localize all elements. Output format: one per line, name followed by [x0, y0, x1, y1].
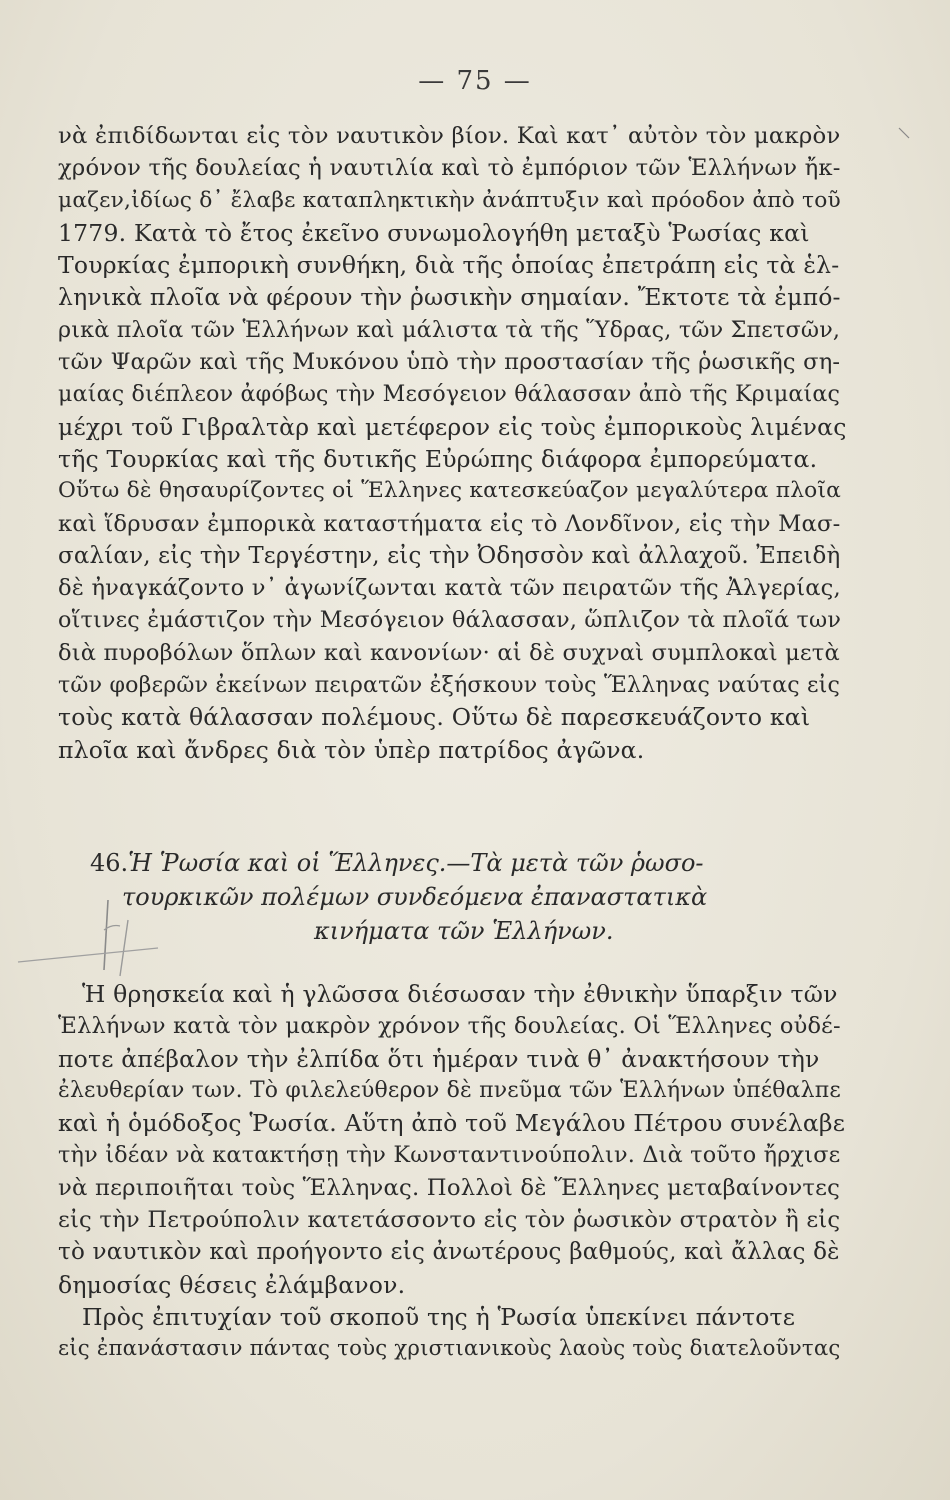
text-line: τοὺς κατὰ θάλασσαν πολέμους. Οὕτω δὲ παρεσκευάζοντο καὶ [58, 703, 811, 732]
text-line: χρόνον τῆς δουλείας ἡ ναυτιλία καὶ τὸ ἐμπόριον τῶν Ἑλλήνων ἤκ- [58, 155, 841, 182]
heading-title-text: Ἡ Ῥωσία καὶ οἱ Ἕλληνες.—Τὰ μετὰ τῶν ῥωσο- [128, 849, 704, 877]
text-line: τῆς Τουρκίας καὶ τῆς δυτικῆς Εὐρώπης διάφορα ἐμπορεύματα. [58, 444, 818, 473]
text-line: Ἑλλήνων κατὰ τὸν μακρὸν χρόνον τῆς δουλείας. Οἱ Ἕλληνες οὐδέ- [58, 1013, 841, 1040]
text-line: τῶν Ψαρῶν καὶ τῆς Μυκόνου ὑπὸ τὴν προστασίαν τῆς ῥωσικῆς ση- [58, 349, 841, 376]
text-line: μαζεν,ἰδίως δ᾽ ἔλαβε καταπληκτικὴν ἀνάπτυξιν καὶ πρόοδον ἀπὸ τοῦ [58, 187, 841, 213]
text-line: μαίας διέπλεον ἀφόβως τὴν Μεσόγειον θάλασσαν ἀπὸ τῆς Κριμαίας [58, 381, 841, 408]
page-number: — 75 — [418, 66, 532, 96]
heading-line-1 [70, 846, 870, 880]
text-line: πλοῖα καὶ ἄνδρες διὰ τὸν ὑπὲρ πατρίδος ἀγῶνα. [58, 735, 645, 764]
margin-pencil-mark [895, 122, 925, 142]
text-line: μέχρι τοῦ Γιβραλτὰρ καὶ μετέφερον εἰς τοὺς ἐμπορικοὺς λιμένας [58, 412, 847, 441]
paragraph-2-3 [58, 978, 848, 1366]
text-line: ἐλευθερίαν των. Τὸ φιλελεύθερον δὲ πνεῦμα τῶν Ἑλλήνων ὑπέθαλπε [58, 1077, 841, 1103]
text-line: εἰς ἐπανάστασιν πάντας τοὺς χριστιανικοὺς λαοὺς τοὺς διατελοῦντας [58, 1336, 841, 1362]
text-line: Οὕτω δὲ θησαυρίζοντες οἱ Ἕλληνες κατεσκεύαζον μεγαλύτερα πλοῖα [58, 478, 842, 504]
section-heading [70, 846, 870, 948]
text-line: εἰς τὴν Πετρούπολιν κατετάσσοντο εἰς τὸν ῥωσικὸν στρατὸν ἢ εἰς [58, 1207, 841, 1234]
text-line: σαλίαν, εἰς τὴν Τεργέστην, εἰς τὴν Ὀδησσὸν καὶ ἀλλαχοῦ. Ἐπειδὴ [58, 542, 841, 569]
text-line: 1779. Κατὰ τὸ ἔτος ἐκεῖνο συνωμολογήθη μεταξὺ Ῥωσίας καὶ [58, 218, 810, 247]
heading-line-2: τουρκικῶν πολέμων συνδεόμενα ἐπαναστατικὰ [122, 883, 708, 911]
paragraph-1 [58, 120, 848, 766]
section-number: 46. [90, 849, 129, 877]
text-line: ποτε ἀπέβαλον τὴν ἐλπίδα ὅτι ἡμέραν τινὰ θ᾽ ἀνακτήσουν τὴν [58, 1044, 820, 1073]
text-line: διὰ πυροβόλων ὅπλων καὶ κανονίων· αἱ δὲ συχναὶ συμπλοκαὶ μετὰ [58, 639, 840, 666]
text-line: Ἡ θρησκεία καὶ ἡ γλῶσσα διέσωσαν τὴν ἐθνικὴν ὕπαρξιν τῶν [82, 980, 838, 1008]
text-line: δημοσίας θέσεις ἐλάμβανον. [58, 1270, 406, 1299]
text-line: ληνικὰ πλοῖα νὰ φέρουν τὴν ῥωσικὴν σημαίαν. Ἔκτοτε τὰ ἐμπό- [58, 283, 841, 312]
text-line: Πρὸς ἐπιτυχίαν τοῦ σκοποῦ της ἡ Ῥωσία ὑπεκίνει πάντοτε [82, 1302, 796, 1331]
text-line: δὲ ἠναγκάζοντο ν᾽ ἀγωνίζωνται κατὰ τῶν πειρατῶν τῆς Ἀλγερίας, [58, 575, 841, 602]
text-line: καὶ ἵδρυσαν ἐμπορικὰ καταστήματα εἰς τὸ Λονδῖνον, εἰς τὴν Μασ- [58, 510, 841, 537]
pencil-annotation-mark [8, 890, 188, 980]
heading-line-3: κινήματα τῶν Ἑλλήνων. [314, 917, 614, 945]
text-line: τὸ ναυτικὸν καὶ προήγοντο εἰς ἀνωτέρους βαθμούς, καὶ ἄλλας δὲ [58, 1239, 840, 1266]
text-line: νὰ περιποιῆται τοὺς Ἕλληνας. Πολλοὶ δὲ Ἕλληνες μεταβαίνοντες [58, 1174, 841, 1201]
text-line: καὶ ἡ ὁμόδοξος Ῥωσία. Αὕτη ἀπὸ τοῦ Μεγάλου Πέτρου συνέλαβε [58, 1109, 846, 1138]
text-line: νὰ ἐπιδίδωνται εἰς τὸν ναυτικὸν βίον. Καὶ κατ᾽ αὐτὸν τὸν μακρὸν [58, 123, 841, 149]
text-line: ρικὰ πλοῖα τῶν Ἑλλήνων καὶ μάλιστα τὰ τῆς Ὕδρας, τῶν Σπετσῶν, [58, 316, 841, 343]
text-line: τῶν φοβερῶν ἐκείνων πειρατῶν ἐξήσκουν τοὺς Ἕλληνας ναύτας εἰς [58, 672, 841, 699]
text-line: οἵτινες ἐμάστιζον τὴν Μεσόγειον θάλασσαν, ὥπλιζον τὰ πλοῖά των [58, 607, 842, 634]
text-line: τὴν ἰδέαν νὰ κατακτήσῃ τὴν Κωνσταντινούπολιν. Διὰ τοῦτο ἤρχισε [58, 1142, 841, 1169]
text-line: Τουρκίας ἐμπορικὴ συνθήκη, διὰ τῆς ὁποίας ἐπετράπη εἰς τὰ ἑλ- [58, 251, 840, 280]
